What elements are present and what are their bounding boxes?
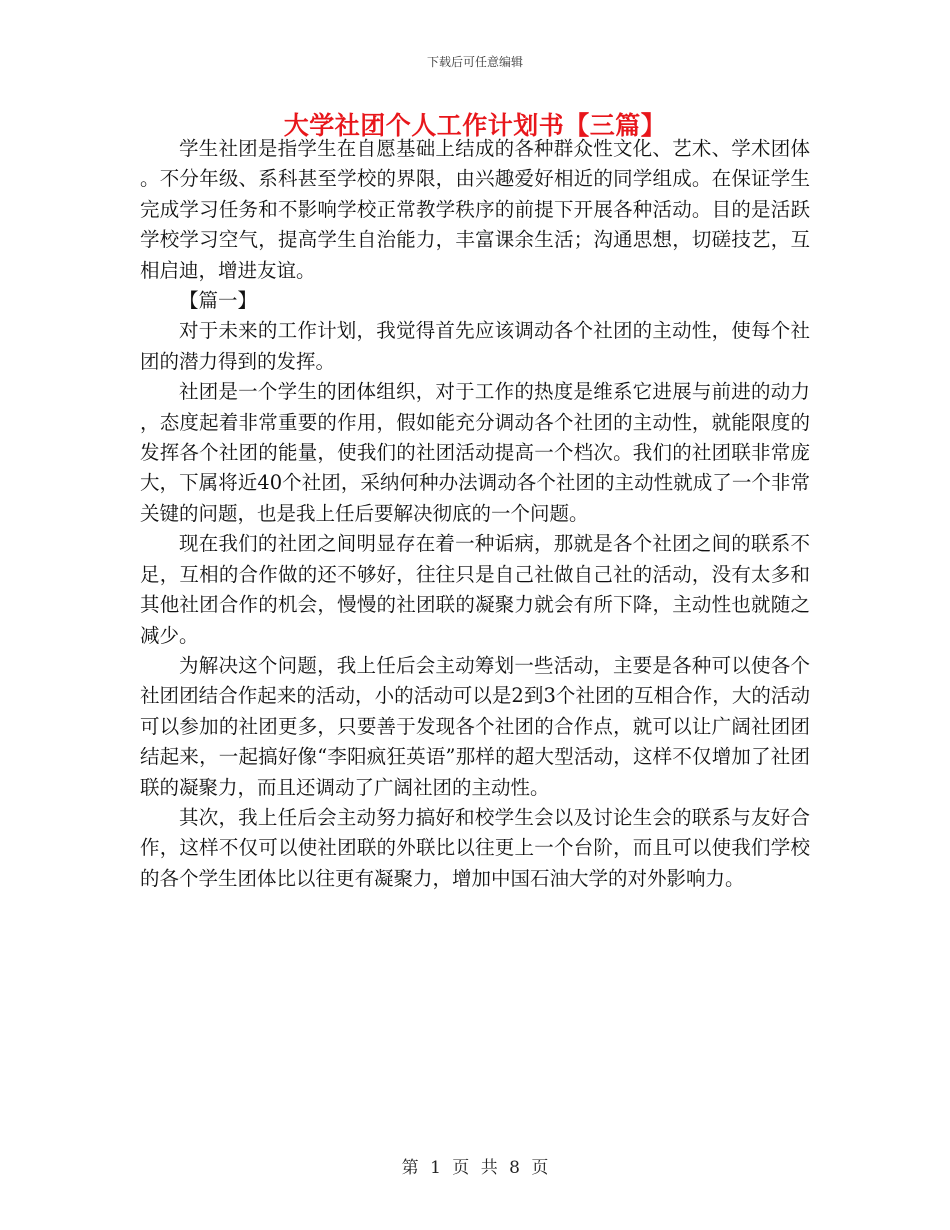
section-heading: 【篇一】 bbox=[179, 289, 258, 313]
body-paragraph-2: 社团是一个学生的团体组织，对于工作的热度是维系它进展与前进的动力，态度起着非常重要的作用，假如能充分调动各个社团的主动性，就能限度的发挥各个社团的能量，使我们的社团活动提高一个档次。我们的社团联非常庞大，下属将近40个社团，采纳何种办法调动各个社团的主动性就成了一个非常关键的问题，也是我上任后要解决彻底的一个问题。 bbox=[140, 380, 810, 525]
body-paragraph-5: 其次，我上任后会主动努力搞好和校学生会以及讨论生会的联系与友好合作，这样不仅可以使社团联的外联比以往更上一个台阶，而且可以使我们学校的各个学生团体比以往更有凝聚力，增加中国石油大学的对外影响力。 bbox=[140, 805, 810, 890]
body-paragraph-4: 为解决这个问题，我上任后会主动筹划一些活动，主要是各种可以使各个社团团结合作起来的活动，小的活动可以是2到3个社团的互相合作，大的活动可以参加的社团更多，只要善于发现各个社团的合作点，就可以让广阔社团团结起来，一起搞好像“李阳疯狂英语”那样的超大型活动，这样不仅增加了社团联的凝聚力，而且还调动了广阔社团的主动性。 bbox=[140, 653, 810, 799]
intro-paragraph: 学生社团是指学生在自愿基础上结成的各种群众性文化、艺术、学术团体。不分年级、系科甚至学校的界限，由兴趣爱好相近的同学组成。在保证学生完成学习任务和不影响学校正常教学秩序的前提下开展各种活动。目的是活跃学校学习空气，提高学生自治能力，丰富课余生活；沟通思想，切磋技艺，互相启迪，增进友谊。 bbox=[140, 137, 810, 282]
document-title: 大学社团个人工作计划书【三篇】 bbox=[283, 111, 667, 140]
document-body bbox=[140, 134, 810, 894]
body-paragraph-3: 现在我们的社团之间明显存在着一种诟病，那就是各个社团之间的联系不足，互相的合作做的还不够好，往往只是自己社做自己社的活动，没有太多和其他社团合作的机会，慢慢的社团联的凝聚力就会有所下降，主动性也就随之减少。 bbox=[140, 532, 810, 647]
body-paragraph-1: 对于未来的工作计划，我觉得首先应该调动各个社团的主动性，使每个社团的潜力得到的发挥。 bbox=[140, 319, 810, 373]
header-note: 下载后可任意编辑 bbox=[426, 55, 523, 69]
page-number-footer: 第 1 页 共 8 页 bbox=[401, 1158, 549, 1178]
